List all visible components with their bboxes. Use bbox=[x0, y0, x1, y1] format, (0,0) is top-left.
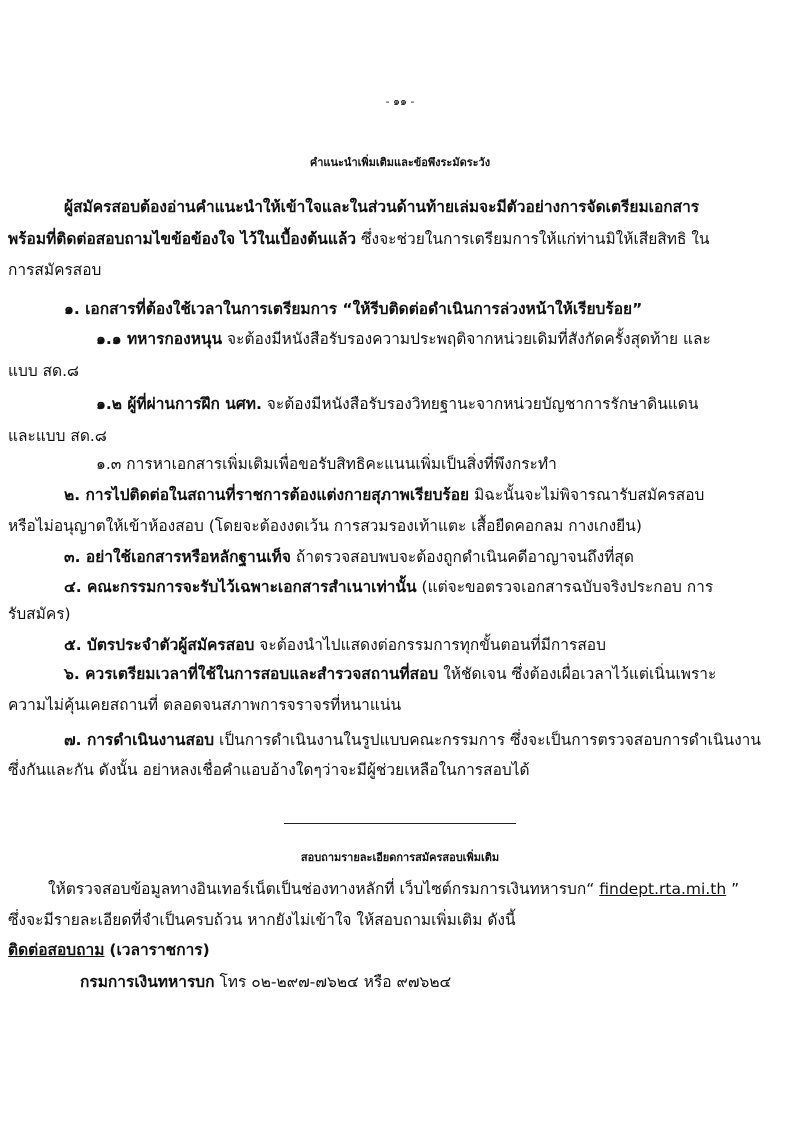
item-5-title: ๕. บัตรประจำตัวผู้สมัครสอบ bbox=[64, 636, 255, 654]
section-divider bbox=[284, 823, 516, 824]
item-1-1-text: จะต้องมีหนังสือรับรองความประพฤติจากหน่วยเดิมที่สังกัดครั้งสุดท้าย และ bbox=[227, 330, 711, 348]
intro-line-2-bold: พร้อมที่ติดต่อสอบถามไขข้อข้องใจ ไว้ในเบื้องต้นแล้ว bbox=[8, 230, 357, 248]
item-6-title: ๖. ควรเตรียมเวลาที่ใช้ในการสอบและสำรวจสถานที่สอบ bbox=[64, 665, 439, 683]
website-link[interactable]: findept.rta.mi.th bbox=[599, 880, 727, 898]
contact-line-1-close: ” bbox=[731, 880, 740, 898]
department-phone: โทร ๐๒-๒๙๗-๗๖๒๔ หรือ ๙๗๖๒๔ bbox=[219, 973, 452, 991]
item-2-text: มิฉะนั้นจะไม่พิจารณารับสมัครสอบ bbox=[474, 486, 705, 504]
contact-heading: สอบถามรายละเอียดการสมัครสอบเพิ่มเติม bbox=[300, 851, 500, 864]
item-1-2 bbox=[96, 393, 698, 415]
item-1-1-title: ๑.๑ ทหารกองหนุน bbox=[96, 330, 223, 348]
item-6 bbox=[64, 663, 716, 685]
intro-line-3: การสมัครสอบ bbox=[8, 261, 102, 279]
item-1-1-cont: แบบ สด.๘ bbox=[8, 362, 80, 380]
contact-label bbox=[8, 939, 210, 961]
intro-line-1: ผู้สมัครสอบต้องอ่านคำแนะนำให้เข้าใจและในส่วนด้านท้ายเล่มจะมีตัวอย่างการจัดเตรียมเอกสาร bbox=[64, 198, 700, 216]
item-3-title: ๓. อย่าใช้เอกสารหรือหลักฐานเท็จ bbox=[64, 548, 291, 566]
item-7-title: ๗. การดำเนินงานสอบ bbox=[64, 731, 215, 749]
contact-department bbox=[80, 971, 451, 993]
intro-line-2 bbox=[8, 228, 710, 250]
item-1-2-cont: และแบบ สด.๘ bbox=[8, 427, 107, 445]
item-2-cont: หรือไม่อนุญาตให้เข้าห้องสอบ (โดยจะต้องงดเว้น การสวมรองเท้าแตะ เสื้อยืดคอกลม กางเกงยีน) bbox=[8, 517, 642, 535]
intro-line-2-text: ซึ่งจะช่วยในการเตรียมการให้แก่ท่านมิให้เสียสิทธิ ใน bbox=[361, 230, 710, 248]
item-2 bbox=[64, 484, 704, 506]
item-7 bbox=[64, 729, 761, 751]
item-7-text: เป็นการดำเนินงานในรูปแบบคณะกรรมการ ซึ่งจะเป็นการตรวจสอบการดำเนินงาน bbox=[219, 731, 761, 749]
contact-label-hours: (เวลาราชการ) bbox=[109, 941, 210, 959]
item-1-2-text: จะต้องมีหนังสือรับรองวิทยฐานะจากหน่วยบัญชาการรักษาดินแดน bbox=[266, 395, 699, 413]
contact-line-1-text: ให้ตรวจสอบข้อมูลทางอินเทอร์เน็ตเป็นช่องทางหลักที่ เว็บไซต์กรมการเงินทหารบก“ bbox=[48, 880, 595, 898]
page-number: - ๑๑ - bbox=[385, 95, 415, 108]
item-1: ๑. เอกสารที่ต้องใช้เวลาในการเตรียมการ “ให้รีบติดต่อดำเนินการล่วงหน้าให้เรียบร้อย” bbox=[64, 300, 643, 318]
item-3-text: ถ้าตรวจสอบพบจะต้องถูกดำเนินคดีอาญาจนถึงที่สุด bbox=[295, 548, 634, 566]
contact-line-1 bbox=[48, 878, 739, 900]
item-1-2-title: ๑.๒ ผู้ที่ผ่านการฝึก นศท. bbox=[96, 395, 262, 413]
item-4 bbox=[64, 576, 713, 598]
item-6-cont: ความไม่คุ้นเคยสถานที่ ตลอดจนสภาพการจราจรที่หนาแน่น bbox=[8, 696, 402, 714]
contact-line-2: ซึ่งจะมีรายละเอียดที่จำเป็นครบถ้วน หากยังไม่เข้าใจ ให้สอบถามเพิ่มเติม ดังนี้ bbox=[8, 911, 516, 929]
item-1-1 bbox=[96, 328, 711, 350]
item-1-3: ๑.๓ การหาเอกสารเพิ่มเติมเพื่อขอรับสิทธิคะแนนเพิ่มเป็นสิ่งที่พึงกระทำ bbox=[96, 455, 557, 473]
department-name: กรมการเงินทหารบก bbox=[80, 973, 215, 991]
item-5-text: จะต้องนำไปแสดงต่อกรรมการทุกขั้นตอนที่มีการสอบ bbox=[259, 636, 606, 654]
item-3 bbox=[64, 546, 634, 568]
contact-label-title: ติดต่อสอบถาม bbox=[8, 941, 105, 959]
item-5 bbox=[64, 634, 606, 656]
page-heading: คำแนะนำเพิ่มเติมและข้อพึงระมัดระวัง bbox=[309, 156, 491, 169]
item-6-text: ให้ชัดเจน ซึ่งต้องเผื่อเวลาไว้แต่เนิ่นเพราะ bbox=[443, 665, 717, 683]
item-4-text: (แต่จะขอตรวจเอกสารฉบับจริงประกอบ การ bbox=[421, 578, 714, 596]
item-4-title: ๔. คณะกรรมการจะรับไว้เฉพาะเอกสารสำเนาเท่านั้น bbox=[64, 578, 417, 596]
item-2-title: ๒. การไปติดต่อในสถานที่ราชการต้องแต่งกายสุภาพเรียบร้อย bbox=[64, 486, 470, 504]
item-4-cont: รับสมัคร) bbox=[8, 605, 71, 623]
item-7-cont: ซึ่งกันและกัน ดังนั้น อย่าหลงเชื่อคำแอบอ้างใดๆว่าจะมีผู้ช่วยเหลือในการสอบได้ bbox=[8, 761, 530, 779]
